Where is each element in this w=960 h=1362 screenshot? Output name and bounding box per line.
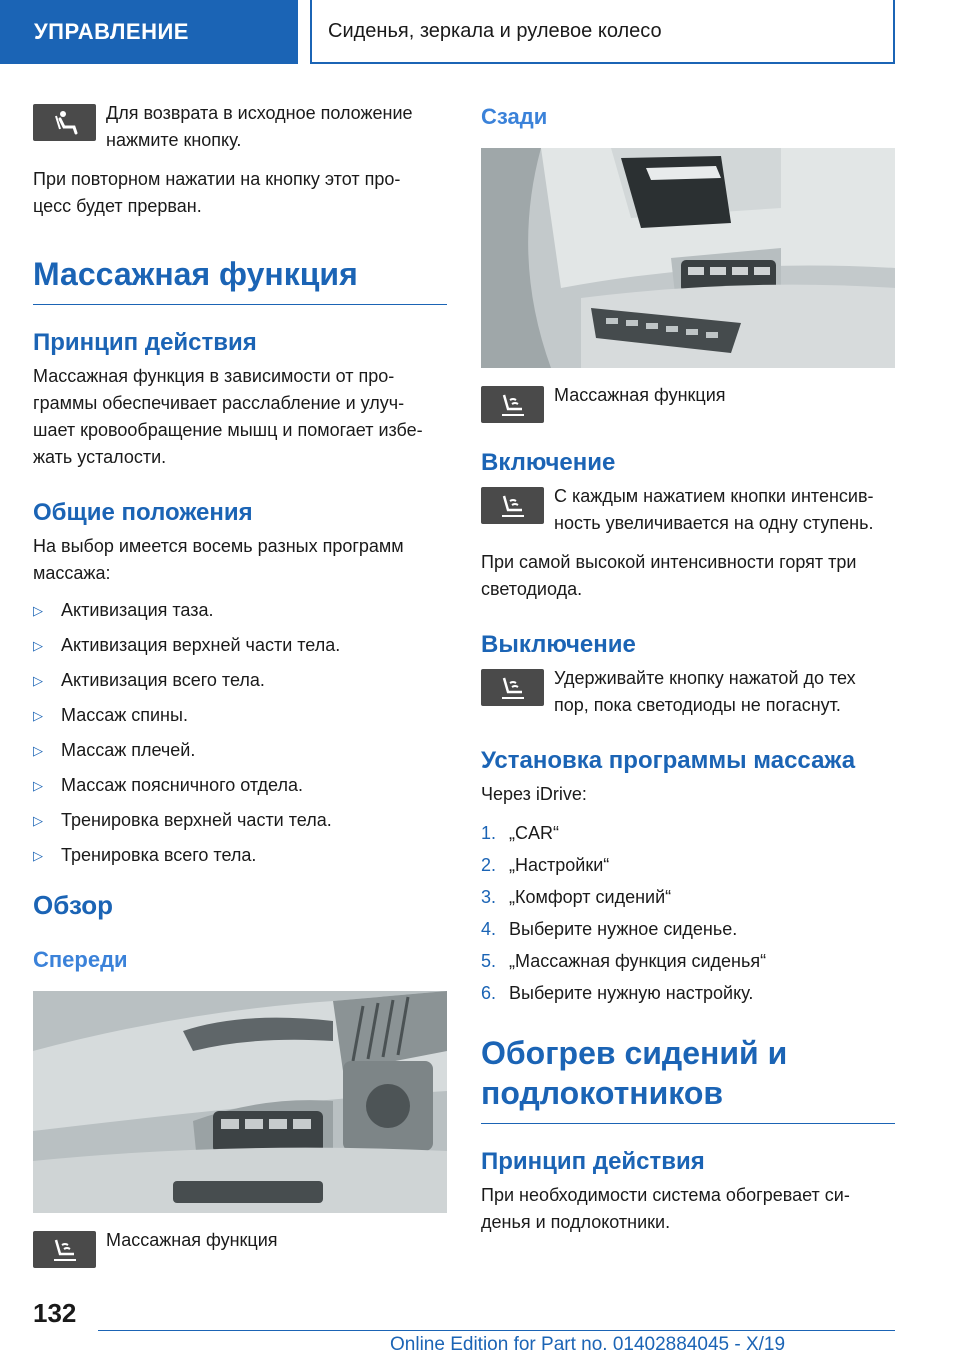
triangle-bullet-icon: ▷ — [33, 848, 43, 863]
rear-heading: Сзади — [481, 104, 548, 129]
intro-text: Для возврата в исходное положение нажмите кнопку. — [106, 103, 413, 150]
list-item: ▷ Тренировка всего тела. — [33, 842, 447, 869]
front-caption-row — [33, 1227, 447, 1268]
list-item: ▷ Активизация верхней части тела. — [33, 632, 447, 659]
off-text: Удерживайте кнопку нажатой до тех пор, пока светодиоды не погаснут. — [554, 668, 856, 715]
front-door-photo — [33, 991, 447, 1213]
footer-rule — [98, 1330, 895, 1331]
list-item: 1. „CAR“ — [481, 823, 559, 843]
seat-massage-icon — [481, 386, 544, 423]
triangle-bullet-icon: ▷ — [33, 638, 43, 653]
list-item: 5. „Массажная функция сиденья“ — [481, 951, 767, 971]
right-column — [481, 100, 895, 1236]
general-heading: Общие положения — [33, 499, 253, 526]
triangle-bullet-icon: ▷ — [33, 673, 43, 688]
list-item: ▷ Тренировка верхней части тела. — [33, 807, 447, 834]
list-item: ▷ Массаж спины. — [33, 702, 447, 729]
on-heading: Включение — [481, 449, 616, 476]
heating-heading: Обогрев сидений и подлокотников — [481, 1033, 895, 1124]
seat-position-icon — [33, 104, 96, 141]
on-text: С каждым нажатием кнопки интенсив- ность увеличивается на одну ступень. — [554, 486, 874, 533]
rear-door-photo — [481, 148, 895, 368]
triangle-bullet-icon: ▷ — [33, 813, 43, 828]
list-item: ▷ Массаж плечей. — [33, 737, 447, 764]
seat-massage-icon — [481, 669, 544, 706]
off-row — [481, 665, 895, 719]
setup-text: Через iDrive: — [481, 784, 587, 804]
chapter-title: Сиденья, зеркала и рулевое колесо — [310, 0, 895, 64]
list-item: 4. Выберите нужное сиденье. — [481, 919, 738, 939]
setup-heading: Установка программы массажа — [481, 747, 856, 774]
triangle-bullet-icon: ▷ — [33, 708, 43, 723]
overview-heading: Обзор — [33, 890, 113, 920]
max-intensity-text: При самой высокой интенсивности горят три светодиода. — [481, 552, 857, 599]
principle-heading: Принцип действия — [33, 329, 257, 356]
list-item: ▷ Активизация всего тела. — [33, 667, 447, 694]
seat-massage-icon — [33, 1231, 96, 1268]
heating-principle-heading: Принцип действия — [481, 1148, 705, 1175]
setup-steps — [481, 820, 895, 1007]
page-number: 132 — [33, 1298, 77, 1328]
edition-footer: Online Edition for Part no. 01402884045 - X/19 — [390, 1334, 786, 1355]
intro-row — [33, 100, 447, 154]
front-caption: Массажная функция — [106, 1230, 278, 1250]
massage-heading: Массажная функция — [33, 254, 447, 305]
heating-text: При необходимости система обогревает си- денья и подлокотники. — [481, 1185, 850, 1232]
section-tab: УПРАВЛЕНИЕ — [0, 0, 298, 64]
rear-caption: Массажная функция — [554, 385, 726, 405]
list-item: ▷ Массаж поясничного отдела. — [33, 772, 447, 799]
list-item: 6. Выберите нужную настройку. — [481, 983, 754, 1003]
triangle-bullet-icon: ▷ — [33, 743, 43, 758]
on-row — [481, 483, 895, 537]
list-item: 2. „Настройки“ — [481, 855, 610, 875]
triangle-bullet-icon: ▷ — [33, 603, 43, 618]
program-list — [33, 597, 447, 869]
general-text: На выбор имеется восемь разных программ массажа: — [33, 536, 404, 583]
repeat-text: При повторном нажатии на кнопку этот про- цесс будет прерван. — [33, 169, 401, 216]
off-heading: Выключение — [481, 631, 636, 658]
front-heading: Спереди — [33, 947, 128, 972]
rear-caption-row — [481, 382, 895, 423]
left-column — [33, 100, 447, 1268]
triangle-bullet-icon: ▷ — [33, 778, 43, 793]
list-item: 3. „Комфорт сидений“ — [481, 887, 672, 907]
seat-massage-icon — [481, 487, 544, 524]
list-item: ▷ Активизация таза. — [33, 597, 447, 624]
principle-text: Массажная функция в зависимости от про- граммы обеспечивает расслабление и улуч- шает кровообращение мышц и помогает избе- жать усталости. — [33, 366, 423, 467]
